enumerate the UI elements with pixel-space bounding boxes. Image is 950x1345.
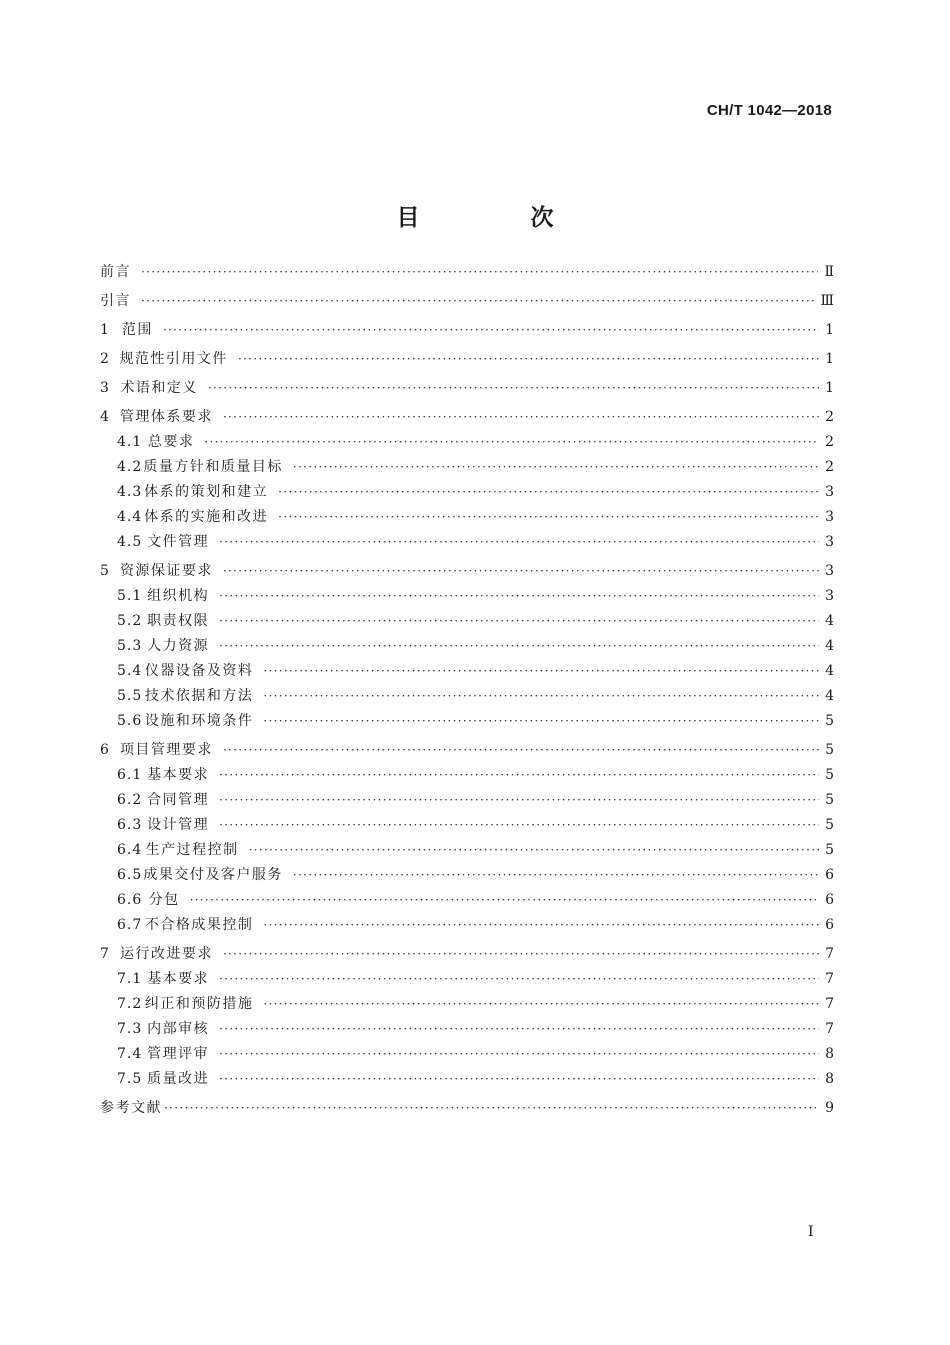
- toc-subentry[interactable]: [100, 584, 834, 609]
- toc-subentry[interactable]: [100, 634, 834, 659]
- toc-entry-label: 文件管理: [147, 534, 210, 550]
- toc-entry-page: 3: [825, 534, 834, 550]
- toc-entry[interactable]: [100, 738, 834, 763]
- toc-entry-label: 技术依据和方法: [144, 688, 254, 704]
- toc-entry-page: 8: [825, 1071, 834, 1087]
- table-of-contents: [100, 260, 834, 1121]
- toc-subentry[interactable]: [100, 480, 834, 505]
- toc-entry-page: 7: [825, 971, 834, 987]
- toc-entry-number: 5.4: [117, 663, 143, 679]
- toc-subentry[interactable]: [100, 763, 834, 788]
- toc-dot-leader: [263, 659, 819, 684]
- toc-entry-number: 7.5: [117, 1071, 143, 1087]
- toc-subentry[interactable]: [100, 1067, 834, 1092]
- toc-subentry[interactable]: [100, 684, 834, 709]
- toc-entry-label: 生产过程控制: [145, 842, 239, 858]
- toc-entry-label: 内部审核: [147, 1021, 210, 1037]
- toc-entry-label: 术语和定义: [120, 380, 198, 396]
- toc-entry-page: 5: [825, 792, 834, 808]
- toc-dot-leader: [164, 1096, 819, 1121]
- toc-dot-leader: [263, 684, 819, 709]
- toc-dot-leader: [249, 838, 819, 863]
- toc-entry-number: 4.3: [117, 484, 143, 500]
- standard-code: CH/T 1042—2018: [706, 102, 832, 119]
- toc-entry-label: 规范性引用文件: [119, 351, 228, 367]
- toc-entry-number: 6: [100, 742, 110, 758]
- toc-dot-leader: [219, 1067, 819, 1092]
- toc-entry-label: 质量方针和质量目标: [143, 459, 283, 475]
- toc-subentry[interactable]: [100, 709, 834, 734]
- toc-entry-label: 成果交付及客户服务: [143, 867, 283, 883]
- toc-dot-leader: [223, 405, 819, 430]
- toc-entry-page: Ⅲ: [820, 293, 834, 309]
- toc-entry-page: 7: [825, 946, 834, 962]
- toc-dot-leader: [263, 709, 819, 734]
- toc-entry-number: 7: [100, 946, 110, 962]
- toc-entry-number: 4.5: [117, 534, 143, 550]
- toc-entry-number: 6.3: [117, 817, 143, 833]
- toc-dot-leader: [141, 289, 814, 314]
- toc-entry-number: 7.2: [117, 996, 143, 1012]
- toc-dot-leader: [223, 559, 819, 584]
- toc-subentry[interactable]: [100, 888, 834, 913]
- toc-entry-label: 组织机构: [147, 588, 210, 604]
- toc-entry-label: 引言: [100, 293, 131, 309]
- toc-entry-number: 6.5: [117, 867, 143, 883]
- toc-entry-number: 5.5: [117, 688, 143, 704]
- toc-entry-label: 设计管理: [147, 817, 210, 833]
- toc-entry-page: 3: [825, 588, 834, 604]
- toc-entry-number: 3: [100, 380, 110, 396]
- toc-subentry[interactable]: [100, 838, 834, 863]
- toc-entry-page: 4: [825, 688, 834, 704]
- toc-entry-page: 1: [825, 351, 834, 367]
- toc-dot-leader: [190, 888, 820, 913]
- toc-entry-number: 6.6: [117, 892, 143, 908]
- toc-entry-number: 5.3: [117, 638, 143, 654]
- toc-entry-page: 7: [825, 996, 834, 1012]
- toc-subentry[interactable]: [100, 505, 834, 530]
- toc-entry-label: 范围: [121, 322, 153, 338]
- toc-dot-leader: [141, 260, 818, 285]
- toc-entry-page: 9: [825, 1100, 834, 1116]
- toc-dot-leader: [219, 1042, 819, 1067]
- toc-entry-number: 4.1: [117, 434, 143, 450]
- toc-entry-page: 4: [825, 663, 834, 679]
- toc-subentry[interactable]: [100, 1042, 834, 1067]
- toc-entry-page: 2: [825, 409, 834, 425]
- toc-entry-number: 6.4: [117, 842, 143, 858]
- toc-subentry[interactable]: [100, 967, 834, 992]
- toc-entry-number: 5.6: [117, 713, 143, 729]
- toc-entry-label: 资源保证要求: [119, 563, 213, 579]
- toc-entry-label: 运行改进要求: [119, 946, 213, 962]
- toc-entry-page: 6: [825, 867, 834, 883]
- toc-dot-leader: [219, 763, 819, 788]
- toc-dot-leader: [204, 430, 819, 455]
- toc-entry-label: 总要求: [147, 434, 195, 450]
- toc-entry-page: Ⅱ: [824, 264, 834, 280]
- toc-entry-page: 5: [825, 767, 834, 783]
- toc-entry-label: 基本要求: [147, 767, 210, 783]
- toc-subentry[interactable]: [100, 863, 834, 888]
- toc-dot-leader: [208, 376, 819, 401]
- toc-dot-leader: [223, 738, 819, 763]
- toc-dot-leader: [219, 584, 819, 609]
- toc-dot-leader: [263, 913, 819, 938]
- toc-entry-number: 1: [100, 322, 110, 338]
- toc-entry-label: 分包: [148, 892, 180, 908]
- toc-subentry[interactable]: [100, 609, 834, 634]
- toc-entry-number: 4.2: [117, 459, 143, 475]
- toc-subentry[interactable]: [100, 1017, 834, 1042]
- toc-entry[interactable]: [100, 942, 834, 967]
- toc-entry-page: 5: [825, 842, 834, 858]
- toc-entry-page: 2: [825, 434, 834, 450]
- toc-entry-page: 3: [825, 563, 834, 579]
- toc-entry-label: 管理评审: [147, 1046, 210, 1062]
- toc-entry-page: 3: [825, 509, 834, 525]
- toc-entry-page: 6: [825, 917, 834, 933]
- toc-dot-leader: [293, 863, 819, 888]
- page-number: I: [808, 1224, 814, 1240]
- toc-entry-number: 4: [100, 409, 110, 425]
- toc-entry-page: 1: [825, 380, 834, 396]
- toc-dot-leader: [238, 347, 819, 372]
- toc-entry-page: 7: [825, 1021, 834, 1037]
- toc-entry-label: 体系的策划和建立: [144, 484, 269, 500]
- toc-entry[interactable]: [100, 347, 834, 372]
- toc-entry-label: 设施和环境条件: [144, 713, 254, 729]
- toc-entry-label: 质量改进: [147, 1071, 210, 1087]
- toc-dot-leader: [223, 942, 819, 967]
- toc-entry-label: 管理体系要求: [119, 409, 213, 425]
- toc-entry-page: 8: [825, 1046, 834, 1062]
- toc-entry-number: 5.2: [117, 613, 143, 629]
- toc-subentry[interactable]: [100, 913, 834, 938]
- toc-entry-label: 基本要求: [147, 971, 210, 987]
- toc-dot-leader: [293, 455, 819, 480]
- toc-entry-page: 5: [825, 742, 834, 758]
- toc-dot-leader: [219, 967, 819, 992]
- toc-entry-number: 6.2: [117, 792, 143, 808]
- toc-dot-leader: [219, 788, 819, 813]
- toc-entry[interactable]: [100, 260, 834, 285]
- toc-entry-page: 5: [825, 817, 834, 833]
- toc-dot-leader: [219, 634, 819, 659]
- toc-entry-number: 7.3: [117, 1021, 143, 1037]
- toc-dot-leader: [278, 480, 819, 505]
- toc-entry[interactable]: [100, 1096, 834, 1121]
- toc-entry[interactable]: [100, 376, 834, 401]
- toc-entry-number: 5.1: [117, 588, 143, 604]
- toc-subentry[interactable]: [100, 813, 834, 838]
- toc-entry-label: 前言: [100, 264, 131, 280]
- toc-entry-page: 1: [825, 322, 834, 338]
- toc-dot-leader: [263, 992, 819, 1017]
- toc-entry-number: 6.7: [117, 917, 143, 933]
- toc-subentry[interactable]: [100, 788, 834, 813]
- toc-entry-number: 7.4: [117, 1046, 143, 1062]
- toc-entry-page: 6: [825, 892, 834, 908]
- toc-dot-leader: [163, 318, 819, 343]
- toc-entry[interactable]: [100, 289, 834, 314]
- toc-entry-page: 2: [825, 459, 834, 475]
- toc-dot-leader: [219, 609, 819, 634]
- toc-dot-leader: [219, 1017, 819, 1042]
- toc-entry-label: 人力资源: [147, 638, 210, 654]
- toc-entry-label: 不合格成果控制: [144, 917, 254, 933]
- toc-entry-number: 2: [100, 351, 110, 367]
- toc-entry-page: 4: [825, 638, 834, 654]
- toc-entry-page: 3: [825, 484, 834, 500]
- toc-dot-leader: [219, 813, 819, 838]
- toc-entry-label: 纠正和预防措施: [144, 996, 254, 1012]
- toc-subentry[interactable]: [100, 530, 834, 555]
- toc-entry-number: 7.1: [117, 971, 143, 987]
- toc-dot-leader: [278, 505, 819, 530]
- toc-subentry[interactable]: [100, 430, 834, 455]
- toc-entry[interactable]: [100, 318, 834, 343]
- toc-subentry[interactable]: [100, 992, 834, 1017]
- toc-entry-label: 参考文献: [100, 1100, 162, 1116]
- page-title: 目 次: [396, 205, 598, 232]
- toc-entry-label: 合同管理: [147, 792, 210, 808]
- toc-entry-page: 5: [825, 713, 834, 729]
- toc-entry-label: 项目管理要求: [119, 742, 213, 758]
- toc-subentry[interactable]: [100, 455, 834, 480]
- toc-entry-number: 6.1: [117, 767, 143, 783]
- toc-dot-leader: [219, 530, 819, 555]
- toc-entry-label: 仪器设备及资料: [144, 663, 254, 679]
- toc-entry-page: 4: [825, 613, 834, 629]
- toc-entry-label: 职责权限: [147, 613, 210, 629]
- toc-entry[interactable]: [100, 559, 834, 584]
- toc-entry-number: 4.4: [117, 509, 143, 525]
- toc-entry-number: 5: [100, 563, 110, 579]
- toc-subentry[interactable]: [100, 659, 834, 684]
- toc-entry-label: 体系的实施和改进: [144, 509, 269, 525]
- toc-entry[interactable]: [100, 405, 834, 430]
